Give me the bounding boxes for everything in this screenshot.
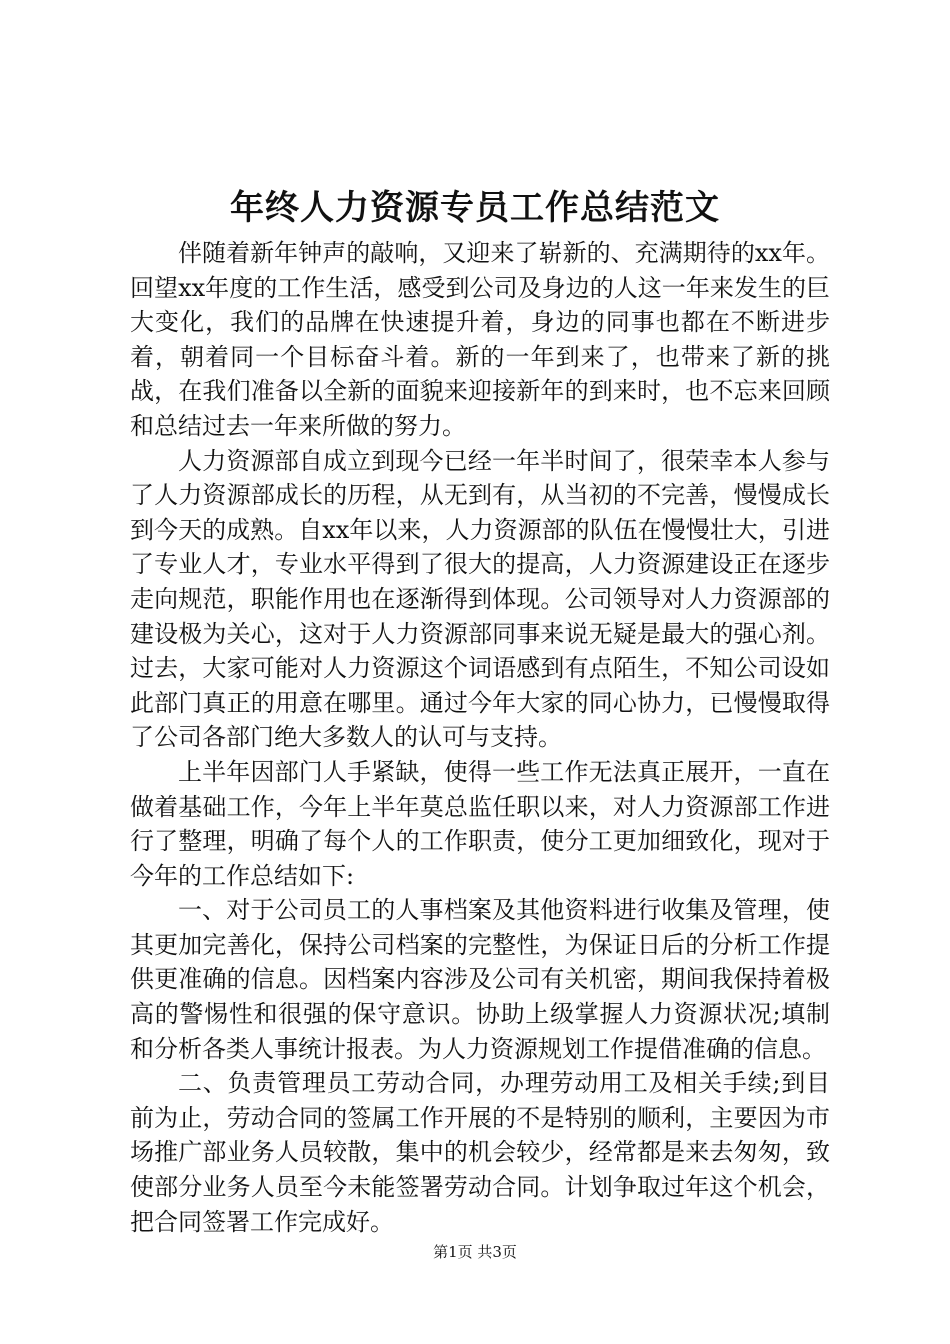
paragraph-item-two: 二、负责管理员工劳动合同，办理劳动用工及相关手续;到目前为止，劳动合同的签属工作开展的不是特别的顺利，主要因为市场推广部业务人员较散，集中的机会较少，经常都是来去匆匆，致使部分业务人员至今未能签署劳动合同。计划争取过年这个机会，把合同签署工作完成好。 — [130, 1069, 830, 1236]
paragraph-first-half: 上半年因部门人手紧缺，使得一些工作无法真正展开，一直在做着基础工作，今年上半年莫总监任职以来，对人力资源部工作进行了整理，明确了每个人的工作职责，使分工更加细致化，现对于今年的工作总结如下: — [130, 757, 830, 890]
document-body — [130, 236, 830, 1239]
paragraph-item-one: 一、对于公司员工的人事档案及其他资料进行收集及管理，使其更加完善化，保持公司档案的完整性，为保证日后的分析工作提供更准确的信息。因档案内容涉及公司有关机密，期间我保持着极高的警惕性和很强的保守意识。协助上级掌握人力资源状况;填制和分析各类人事统计报表。为人力资源规划工作提借准确的信息。 — [130, 896, 830, 1063]
page-footer: 第1页 共3页 — [433, 1243, 517, 1261]
paragraph-intro: 伴随着新年钟声的敲响，又迎来了崭新的、充满期待的xx年。回望xx年度的工作生活，感受到公司及身边的人这一年来发生的巨大变化，我们的品牌在快速提升着，身边的同事也都在不断进步着，朝着同一个目标奋斗着。新的一年到来了，也带来了新的挑战，在我们准备以全新的面貌来迎接新年的到来时，也不忘来回顾和总结过去一年来所做的努力。 — [130, 239, 830, 440]
page-title: 年终人力资源专员工作总结范文 — [230, 188, 720, 228]
paragraph-department: 人力资源部自成立到现今已经一年半时间了，很荣幸本人参与了人力资源部成长的历程，从无到有，从当初的不完善，慢慢成长到今天的成熟。自xx年以来，人力资源部的队伍在慢慢壮大，引进了专业人才，专业水平得到了很大的提高，人力资源建设正在逐步走向规范，职能作用也在逐渐得到体现。公司领导对人力资源部的建设极为关心，这对于人力资源部同事来说无疑是最大的强心剂。过去，大家可能对人力资源这个词语感到有点陌生，不知公司设如此部门真正的用意在哪里。通过今年大家的同心协力，已慢慢取得了公司各部门绝大多数人的认可与支持。 — [130, 446, 830, 752]
